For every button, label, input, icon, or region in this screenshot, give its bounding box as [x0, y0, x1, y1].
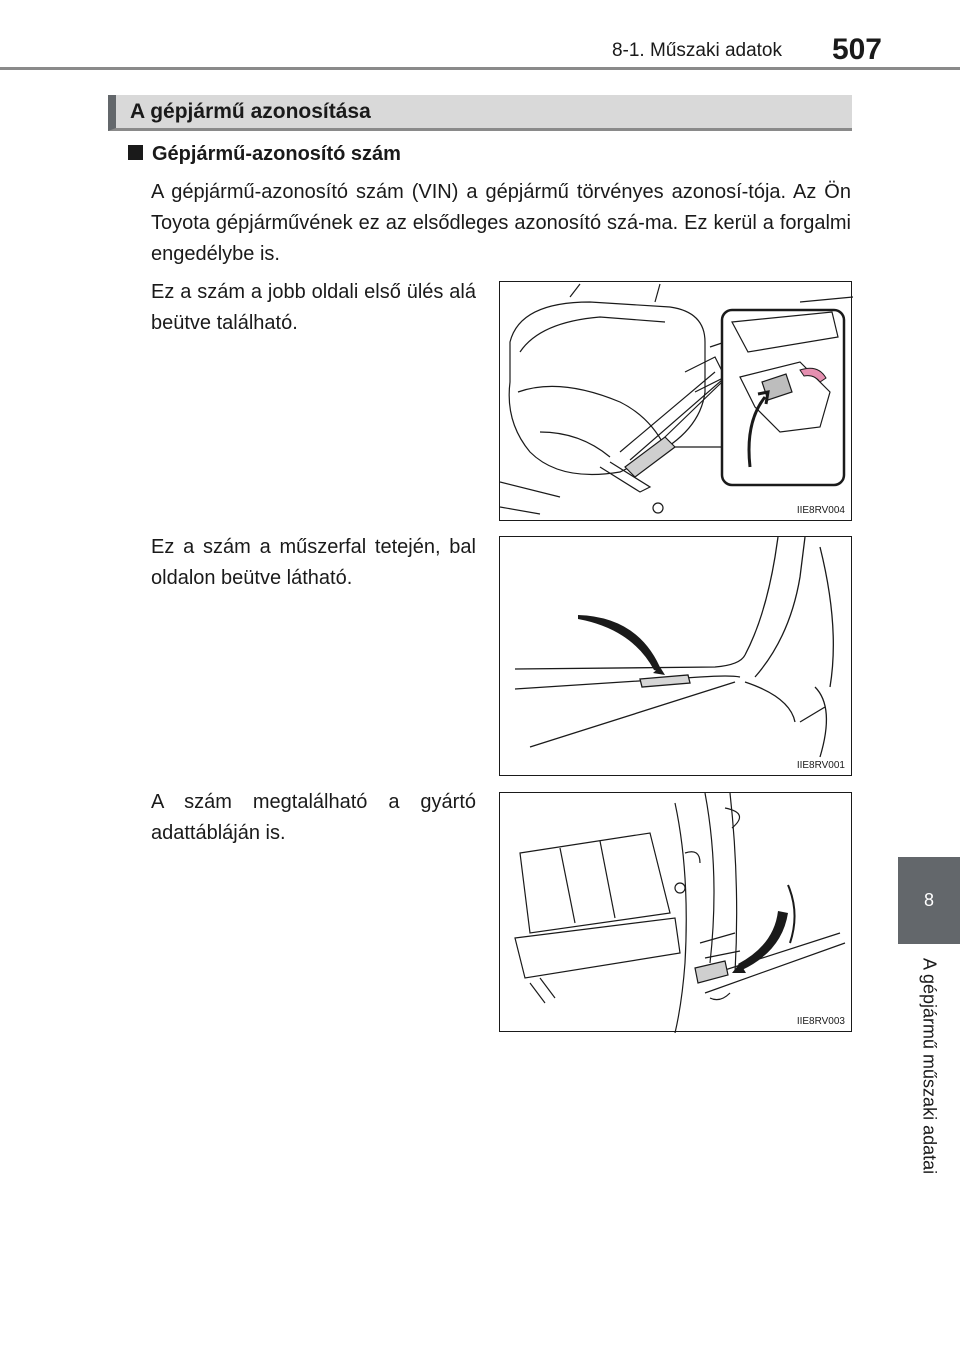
door-pillar-vin-drawing	[500, 793, 853, 1033]
figure-3-description: A szám megtalálható a gyártó adattábláján is.	[151, 791, 476, 844]
chapter-tab-title: A gépjármű műszaki adatai	[919, 958, 940, 1175]
square-bullet-icon	[128, 145, 143, 160]
page-number: 507	[831, 33, 882, 66]
figure-2-code: IIE8RV001	[796, 760, 845, 771]
subsection-heading	[128, 143, 401, 166]
subsection-heading-text: Gépjármű-azonosító szám	[152, 143, 401, 165]
figure-1-code: IIE8RV004	[796, 505, 845, 516]
seat-vin-drawing	[500, 282, 853, 522]
figure-1-description: Ez a szám a jobb oldali első ülés alá beütve található.	[151, 281, 476, 334]
intro-paragraph: A gépjármű-azonosító szám (VIN) a gépjármű törvényes azonosí-tója. Az Ön Toyota gépjárművének ez az elsődleges azonosító szá-ma. Ez kerül a forgalmi engedélybe is.	[151, 181, 851, 265]
section-title-bar	[108, 95, 852, 131]
figure-2-dashboard-illustration	[499, 536, 852, 776]
figure-3-door-pillar-illustration	[499, 792, 852, 1032]
figure-2-description: Ez a szám a műszerfal tetején, bal oldalon beütve látható.	[151, 536, 476, 589]
dashboard-vin-drawing	[500, 537, 853, 777]
figure-1-seat-illustration	[499, 281, 852, 521]
figure-3-code: IIE8RV003	[796, 1016, 845, 1027]
running-header-section: 8-1. Műszaki adatok	[611, 40, 782, 61]
header-rule	[0, 67, 960, 70]
chapter-tab-number: 8	[898, 857, 960, 944]
section-title: A gépjármű azonosítása	[130, 100, 371, 123]
